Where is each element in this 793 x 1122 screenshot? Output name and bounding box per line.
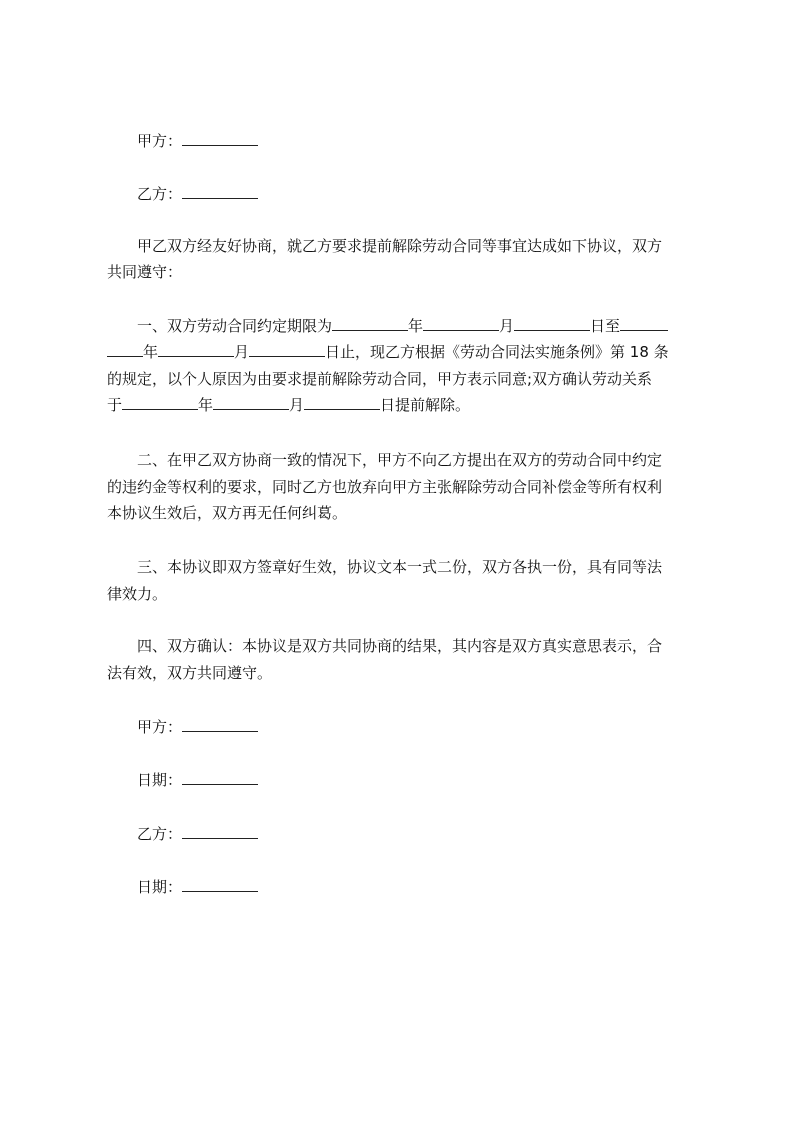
party-b-label: 乙方： [137, 185, 183, 203]
intro-line-1: 甲乙双方经友好协商，就乙方要求提前解除劳动合同等事宜达成如下协议，双方 [137, 237, 663, 255]
signature-party-b-blank[interactable] [182, 825, 258, 839]
month-label: 月 [499, 317, 515, 335]
signature-date-a [107, 767, 699, 793]
end-day-blank[interactable] [249, 343, 325, 357]
start-month-blank[interactable] [423, 317, 499, 331]
day-to-label: 日至 [590, 317, 621, 335]
clause1-line-4 [107, 392, 699, 418]
clause2-line-3: 本协议生效后，双方再无任何纠葛。 [107, 504, 348, 522]
clause4-line-2: 法有效，双方共同遵守。 [107, 664, 273, 682]
clause1-line-2 [107, 339, 699, 365]
signature-date-b-label: 日期： [137, 878, 183, 896]
year-label: 年 [143, 343, 159, 361]
clause1-line4-prefix: 于 [107, 396, 123, 414]
termination-month-blank[interactable] [213, 396, 289, 410]
clause1-line-3: 的规定，以个人原因为由要求提前解除劳动合同，甲方表示同意;双方确认劳动关系 [107, 370, 653, 388]
end-year-blank-start[interactable] [620, 317, 668, 331]
clause2-line-2: 的违约金等权利的要求，同时乙方也放弃向甲方主张解除劳动合同补偿金等所有权利 [107, 478, 663, 496]
party-a-label: 甲方： [137, 132, 183, 150]
end-month-blank[interactable] [158, 343, 234, 357]
clause1-line4-text: 日提前解除。 [380, 396, 471, 414]
signature-date-a-blank[interactable] [182, 771, 258, 785]
intro-line-2: 共同遵守： [107, 263, 183, 281]
start-year-blank[interactable] [332, 317, 408, 331]
clause3-line-2: 律效力。 [107, 585, 168, 603]
signature-party-b [107, 821, 699, 847]
header-party-b [107, 181, 699, 207]
signature-date-a-label: 日期： [137, 771, 183, 789]
header-party-a [107, 128, 699, 154]
signature-date-b [107, 874, 699, 900]
termination-day-blank[interactable] [304, 396, 380, 410]
month-label: 月 [289, 396, 305, 414]
start-day-blank[interactable] [514, 317, 590, 331]
signature-date-b-blank[interactable] [182, 878, 258, 892]
year-label: 年 [198, 396, 214, 414]
year-label: 年 [408, 317, 424, 335]
signature-party-a-blank[interactable] [182, 718, 258, 732]
clause2-line-1: 二、在甲乙双方协商一致的情况下，甲方不向乙方提出在双方的劳动合同中约定 [137, 451, 663, 469]
clause4-line-1: 四、双方确认：本协议是双方共同协商的结果，其内容是双方真实意思表示，合 [137, 637, 663, 655]
clause1-line-1 [107, 313, 699, 339]
clause1-line2-text: 日止，现乙方根据《劳动合同法实施条例》第 18 条 [325, 343, 669, 361]
month-label: 月 [234, 343, 250, 361]
signature-party-a-label: 甲方： [137, 718, 183, 736]
clause1-prefix: 一、双方劳动合同约定期限为 [137, 317, 333, 335]
signature-party-b-label: 乙方： [137, 825, 183, 843]
party-b-blank[interactable] [182, 185, 258, 199]
signature-party-a [107, 714, 699, 740]
clause3-line-1: 三、本协议即双方签章好生效，协议文本一式二份，双方各执一份，具有同等法 [137, 558, 663, 576]
party-a-blank[interactable] [182, 132, 258, 146]
end-year-blank-cont[interactable] [107, 343, 143, 357]
termination-year-blank[interactable] [122, 396, 198, 410]
